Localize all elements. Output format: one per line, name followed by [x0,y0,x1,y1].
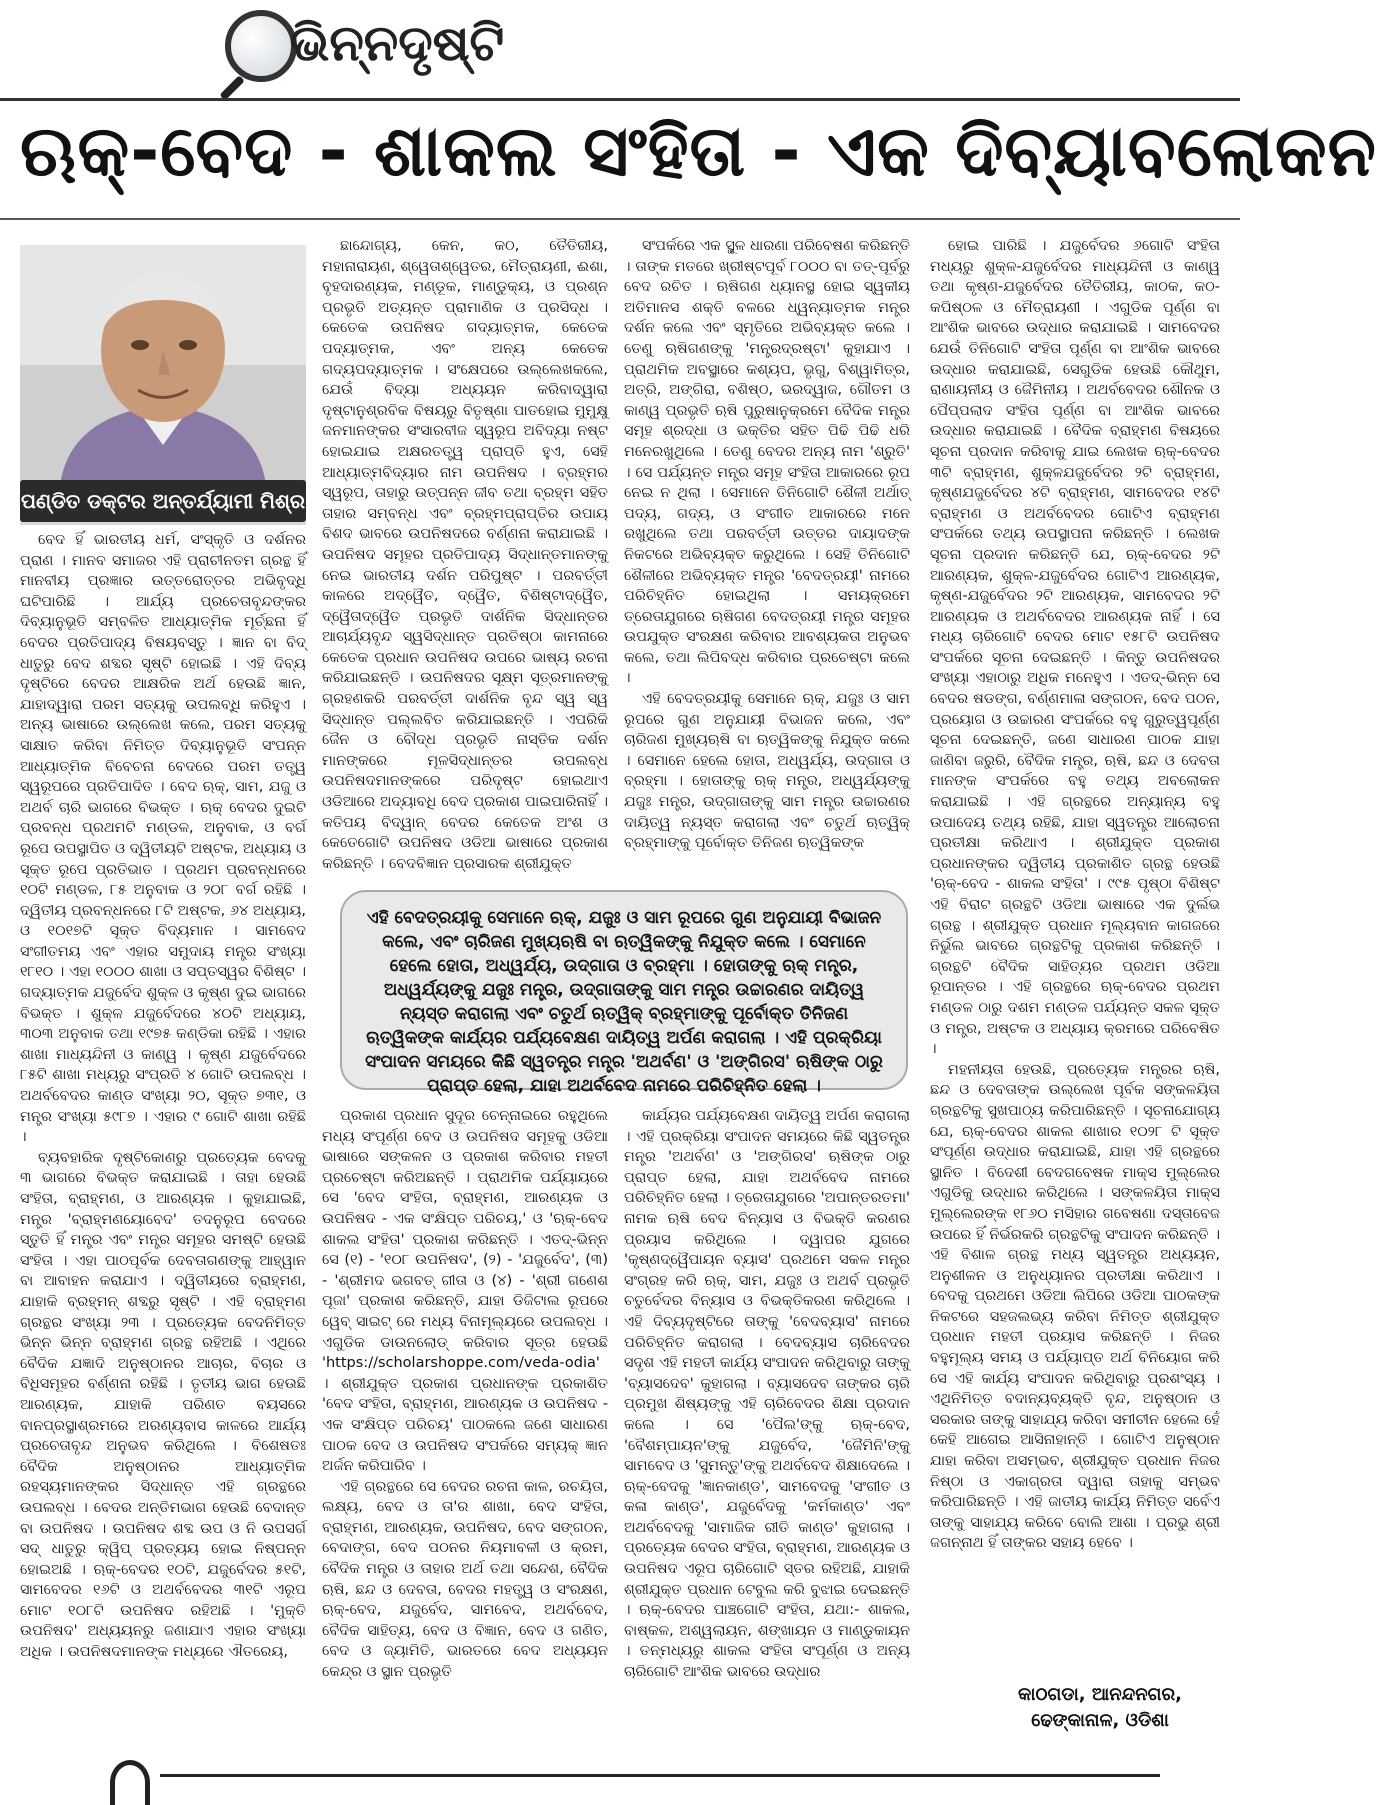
author-byline: ପଣ୍ଡିତ ଡକ୍ଟର ଅନ୍ତର୍ଯ୍ୟାମୀ ମିଶ୍ର [20,480,306,522]
article-column-3 [624,236,910,866]
author-address [960,1682,1240,1734]
paragraph: ଏହି ଗ୍ରନ୍ଥରେ ସେ ବେଦର ରଚନା କାଳ, ରଚୟିତା, ଲକ୍ଷ୍ୟ, ବେଦ ଓ ତା'ର ଶାଖା, ବେଦ ସଂହିତା, ବ୍ରାହ୍ମଣ, ଆରଣ୍ୟକ, ଉପନିଷଦ, ବେଦ ସଙ୍ଗଠନ, ବେଦାଙ୍ଗ, ବେଦ ପଠନର ନିୟମାବଳୀ ଓ କ୍ରମ, ବୈଦିକ ମନ୍ତ୍ର ଓ ତାହାର ଅର୍ଥ ତଥା ସନ୍ଦେଶ, ବୈଦିକ ଋଷି, ଛନ୍ଦ ଓ ଦେବତା, ବେଦର ମହତ୍ତ୍ୱ ଓ ସଂରକ୍ଷଣ, ଋକ୍-ବେଦ, ଯଜୁର୍ବେଦ, ସାମବେଦ, ଅଥର୍ବବେଦ, ବୈଦିକ ସାହିତ୍ୟ, ବେଦ ଓ ବିଜ୍ଞାନ, ବେଦ ଓ ଗଣିତ, ବେଦ ଓ ଜ୍ୟାମିତି, ଭାରତରେ ବେଦ ଅଧ୍ୟୟନ କେନ୍ଦ୍ର ଓ ସ୍ଥାନ ପ୍ରଭୃତି [322,1478,608,1681]
headline-rule [0,218,1240,220]
masthead [0,0,1240,100]
paragraph: ହୋଇ ପାରିଛି । ଯଜୁର୍ବେଦର ୬ଗୋଟି ସଂହିତା ମଧ୍ୟରୁ ଶୁକ୍ଳ-ଯଜୁର୍ବେଦର ମାଧ୍ୟନ୍ଦିନୀ ଓ କାଣ୍ୱ ତଥା କୃଷ୍ଣ-ଯଜୁର୍ବେଦର ତୈତିରୀୟ, କାଠକ, କଠ-କପିଷ୍ଠଳ ଓ ମୈତ୍ରାୟଣୀ । ଏଗୁଡିକ ପୂର୍ଣ୍ଣ ବା ଆଂଶିକ ଭାବରେ ଉଦ୍ଧାର କରାଯାଇଛି । ସାମବେଦର ଯେଉଁ ତିନିଗୋଟି ସଂହିତା ପୂର୍ଣ୍ଣ ବା ଆଂଶିକ ଭାବରେ ଉଦ୍ଧାର କରାଯାଇଛି, ସେଗୁଡିକ ହେଉଛି କୌଥୁମ, ରାଣାୟନୀୟ ଓ ଜୈମିନୀୟ । ଅଥର୍ବବେଦର ଶୌନକ ଓ ପୈପ୍ପଲାଦ ସଂହିତା ପୂର୍ଣ୍ଣ ବା ଆଂଶିକ ଭାବରେ ଉଦ୍ଧାର କରାଯାଇଛି । ବୈଦିକ ବ୍ରାହ୍ମଣ ବିଷୟରେ ସୂଚନା ପ୍ରଦାନ କରିବାକୁ ଯାଇ ଲେଖକ ଋକ୍-ବେଦର ୩ଟି ବ୍ରାହ୍ମଣ, ଶୁକ୍ଳଯଜୁର୍ବେଦର ୨ଟି ବ୍ରାହ୍ମଣ, କୃଷ୍ଣଯଜୁର୍ବେଦର ୪ଟି ବ୍ରାହ୍ମଣ, ସାମବେଦର ୧୪ଟି ବ୍ରାହ୍ମଣ ଓ ଅଥର୍ବବେଦର ଗୋଟିଏ ବ୍ରାହ୍ମଣ ସଂପର୍କରେ ତଥ୍ୟ ଉପସ୍ଥାପନା କରିଛନ୍ତି । ଲେଖକ ସୂଚନା ପ୍ରଦାନ କରିଛନ୍ତି ଯେ, ଋକ୍-ବେଦର ୨ଟି ଆରଣ୍ୟକ, ଶୁକ୍ଳ-ଯଜୁର୍ବେଦର ଗୋଟିଏ ଆରଣ୍ୟକ, କୃଷ୍ଣ-ଯଜୁର୍ବେଦର ୨ଟି ଆରଣ୍ୟକ, ସାମବେଦର ୨ଟି ଆରଣ୍ୟକ ଓ ଅଥର୍ବବେଦର ଆରଣ୍ୟକ ନାହିଁ । ସେ ମଧ୍ୟ ଚାରିଗୋଟି ବେଦର ମୋଟ ୧୫୮ଟି ଉପନିଷଦ ସଂପର୍କରେ ସୂଚନା ଦେଇଛନ୍ତି । କିନ୍ତୁ ଉପନିଷଦର ସଂଖ୍ୟା ଏହାଠାରୁ ଅଧିକ ମନେହୁଏ । ଏତଦ୍-ଭିନ୍ନ ସେ ବେଦର ଷଡଙ୍ଗ, ବର୍ଣ୍ଣମାଳା ସଙ୍ଗଠନ, ବେଦ ପଠନ, ପ୍ରୟୋଗ ଓ ଉଚ୍ଚାରଣ ସଂପର୍କରେ ବହୁ ଗୁରୁତ୍ୱପୂର୍ଣ୍ଣ ସୂଚନା ଦେଇଛନ୍ତି, ଜଣେ ସାଧାରଣ ପାଠକ ଯାହା ଜାଣିବା ଜରୁରି, ବୈଦିକ ମନ୍ତ୍ର, ଋଷି, ଛନ୍ଦ ଓ ଦେବତା ମାନଙ୍କ ସଂପର୍କରେ ବହୁ ତଥ୍ୟ ଅବଲୋକନ କରାଯାଇଛି । ଏହି ଗ୍ରନ୍ଥରେ ଅନ୍ୟାନ୍ୟ ବହୁ ଉପାଦେୟ ତଥ୍ୟ ରହିଛି, ଯାହା ସ୍ୱତନ୍ତ୍ର ଆଲୋଚନା ପ୍ରତୀକ୍ଷା କରିଥାଏ । ଶ୍ରୀଯୁକ୍ତ ପ୍ରକାଶ ପ୍ରଧାନଙ୍କର ଦ୍ୱିତୀୟ ପ୍ରକାଶିତ ଗ୍ରନ୍ଥ ହେଉଛି 'ଋକ୍-ବେଦ - ଶାକଲ ସଂହିତା' । ୯୯୫ ପୃଷ୍ଠା ବିଶିଷ୍ଟ ଏହି ବିରାଟ ଗ୍ରନ୍ଥଟି ଓଡିଆ ଭାଷାରେ ଏକ ଦୁର୍ଲଭ ଗ୍ରନ୍ଥ । ଶ୍ରୀଯୁକ୍ତ ପ୍ରଧାନ ମୂଲ୍ୟବାନ କାଗଜରେ ନିର୍ଭୁଲ ଭାବରେ ଗ୍ରନ୍ଥଟିକୁ ପ୍ରକାଶ କରିଛନ୍ତି । ଗ୍ରନ୍ଥଟି ବୈଦିକ ସାହିତ୍ୟର ପ୍ରଥମ ଓଡିଆ ରୂପାନ୍ତର । ଏହି ଗ୍ରନ୍ଥରେ ଋକ୍-ବେଦର ପ୍ରଥମ ମଣ୍ଡଳ ଠାରୁ ଦଶମ ମଣ୍ଡଳ ପର୍ଯ୍ୟନ୍ତ ସକଳ ସୂକ୍ତ ଓ ମନ୍ତ୍ର, ଅଷ୍ଟକ ଓ ଅଧ୍ୟାୟ କ୍ରମରେ ପରିବେଷିତ । [930,238,1220,1058]
article-column-2 [322,236,608,872]
masthead-rule [0,98,1240,101]
article-column-2-lower [322,1106,608,1778]
address-line-2: ଢେଙ୍କାନାଳ, ଓଡିଶା [1031,1710,1169,1731]
author-portrait-image [20,245,306,485]
magnifier-icon [225,10,297,82]
paragraph: ଛାନ୍ଦୋଗ୍ୟ, କେନ, କଠ, ତୈତିରୀୟ, ମହାନାରାୟଣ, ଶ୍ୱେତାଶ୍ୱେତର, ମୈତ୍ରାୟଣୀ, ଈଶା, ବୃହଦାରଣ୍ୟକ, ମଣ୍ଡୂକ, ମାଣ୍ଡୁକ୍ୟ, ଓ ପ୍ରଶ୍ନ ପ୍ରଭୃତି ଅତ୍ୟନ୍ତ ପ୍ରାମାଣିକ ଓ ପ୍ରସିଦ୍ଧ । କେତେକ ଉପନିଷଦ ଗଦ୍ୟାତ୍ମକ, କେତେକ ପଦ୍ୟାତ୍ମକ, ଏବଂ ଅନ୍ୟ କେତେକ ଗଦ୍ୟପଦ୍ୟାତ୍ମକ । ସଂକ୍ଷେପରେ ଉଲ୍ଲେଖକଲେ, ଯେଉଁ ବିଦ୍ୟା ଅଧ୍ୟୟନ କରିବାଦ୍ୱାରା ଦୃଷ୍ଟାନୁଶ୍ରବିକ ବିଷୟରୁ ବିତୃଷ୍ଣା ପାତହୋଇ ମୁମୁକ୍ଷୁ ଜନମାନଙ୍କର ସଂସାରବୀଜ ସ୍ୱରୂପ ଅବିଦ୍ୟା ନଷ୍ଟ ହୋଇଯାଇ ଅକ୍ଷରତତ୍ତ୍ୱ ପ୍ରାପ୍ତି ହୁଏ, ସେହି ଆଧ୍ୟାତ୍ମବିଦ୍ୟାର ନାମ ଉପନିଷଦ । ବ୍ରହ୍ମର ସ୍ୱରୂପ, ତାହାରୁ ଉତ୍ପନ୍ନ ଜୀବ ତଥା ବ୍ରହ୍ମ ସହିତ ତାହାର ସମ୍ବନ୍ଧ ଏବଂ ବ୍ରହ୍ମପ୍ରାପ୍ତିର ଉପାୟ ବିଶଦ ଭାବରେ ଉପନିଷଦରେ ବର୍ଣ୍ଣନା କରାଯାଇଛି । ଉପନିଷଦ ସମୂହର ପ୍ରତିପାଦ୍ୟ ସିଦ୍ଧାନ୍ତମାନଙ୍କୁ ନେଇ ଭାରତୀୟ ଦର୍ଶନ ପରିପୁଷ୍ଟ । ପରବର୍ତ୍ତୀ କାଳରେ ଅଦ୍ୱୈତ, ଦ୍ୱୈତ, ବିଶିଷ୍ଟାଦ୍ୱୈତ, ଦ୍ୱୈତାଦ୍ୱୈତ ପ୍ରଭୃତି ଦାର୍ଶନିକ ସିଦ୍ଧାନ୍ତର ଆଚାର୍ଯ୍ୟବୃନ୍ଦ ସ୍ୱସିଦ୍ଧାନ୍ତ ପ୍ରତିଷ୍ଠା କାମନାରେ କେତେକ ପ୍ରଧାନ ଉପନିଷଦ ଉପରେ ଭାଷ୍ୟ ରଚନା କରିଯାଇଛନ୍ତି । ଉପନିଷଦର ସୂକ୍ଷ୍ମ ସୂତ୍ରମାନଙ୍କୁ ଗ୍ରହଣକରି ପରବର୍ତ୍ତୀ ଦାର୍ଶନିକ ବୃନ୍ଦ ସ୍ୱ ସ୍ୱ ସିଦ୍ଧାନ୍ତ ପଲ୍ଲବିତ କରିଯାଇଛନ୍ତି । ଏପରିକି ଜୈନ ଓ ବୌଦ୍ଧ ପ୍ରଭୃତି ନାସ୍ତିକ ଦର୍ଶନ ମାନଙ୍କରେ ମୂଳସିଦ୍ଧାନ୍ତର ଉପଲବ୍ଧ ଉପନିଷଦମାନଙ୍କରେ ପରିଦୃଷ୍ଟ ହୋଇଥାଏ ଓଡିଆରେ ଅଦ୍ୟାବଧି ବେଦ ପ୍ରକାଶ ପାଇପାରିନାହିଁ । କତିପୟ ବିଦ୍ୱାନ୍ ବେଦର କେତେକ ଅଂଶ ଓ କେତେଗୋଟି ଉପନିଷଦ ଓଡିଆ ଭାଷାରେ ପ୍ରକାଶ କରିଛନ୍ତି । ବେଦବିଜ୍ଞାନ ପ୍ରସାରକ ଶ୍ରୀଯୁକ୍ତ [322,238,608,872]
address-line-1: କାଠଗଡା, ଆନନ୍ଦନଗର, [1018,1684,1182,1705]
footer-ornament [110,1760,150,1805]
headline: ଋକ୍-ବେଦ - ଶାକଲ ସଂହିତା - ଏକ ଦିବ୍ୟାବଲୋକନ [20,110,1377,192]
paragraph: ସଂପର୍କରେ ଏକ ସ୍ଥୂଳ ଧାରଣା ପରିବେଷଣ କରିଛନ୍ତି । ତାଙ୍କ ମତରେ ଖ୍ରୀଷ୍ଟପୂର୍ବ ୮୦୦୦ ବା ତତ୍-ପୂର୍ବରୁ ବେଦ ରଚିତ । ଋଷିଗଣ ଧ୍ୟାନସ୍ଥ ହୋଇ ସ୍ୱକୀୟ ଅତିମାନସ ଶକ୍ତି ବଳରେ ଧ୍ୱନ୍ୟାତ୍ମକ ମନ୍ତ୍ର ଦର୍ଶନ କଲେ ଏବଂ ସ୍ମୃତିରେ ଅଭିବ୍ୟକ୍ତ କଲେ । ତେଣୁ ଋଷିଗଣଙ୍କୁ 'ମନ୍ତ୍ରଦ୍ରଷ୍ଟା' କୁହାଯାଏ । ପ୍ରାଥମିକ ଅବସ୍ଥାରେ କଶ୍ୟପ, ଭୃଗୁ, ବିଶ୍ୱାମିତ୍ର, ଅତ୍ରି, ଅଙ୍ଗିରା, ବଶିଷ୍ଠ, ଭରଦ୍ୱାଜ, ଗୌତମ ଓ କାଣ୍ୱ ପ୍ରଭୃତି ଋଷି ପୁରୁଷାନୁକ୍ରମେ ବୈଦିକ ମନ୍ତ୍ର ସମୂହ ଶ୍ରଦ୍ଧା ଓ ଭକ୍ତିର ସହିତ ପିଢି ପିଢି ଧରି ମନେରଖୁଥିଲେ । ତେଣୁ ବେଦର ଅନ୍ୟ ନାମ 'ଶ୍ରୁତି' । ସେ ପର୍ଯ୍ୟନ୍ତ ମନ୍ତ୍ର ସମୂହ ସଂହିତା ଆକାରରେ ରୂପ ନେଇ ନ ଥିଲା । ସେମାନେ ତିନିଗୋଟି ଶୈଳୀ ଅର୍ଥାତ୍ ପଦ୍ୟ, ଗଦ୍ୟ, ଓ ସଂଗୀତ ଆକାରରେ ମନେ ରଖୁଥିଲେ ତଥା ପରବର୍ତ୍ତୀ ଉତ୍ତର ଦାୟାଦଙ୍କ ନିକଟରେ ଅଭିବ୍ୟକ୍ତ କରୁଥିଲେ । ସେହି ତିନିଗୋଟି ଶୈଳୀରେ ଅଭିବ୍ୟକ୍ତ ମନ୍ତ୍ର 'ବେଦତ୍ରୟୀ' ନାମରେ ପରିଚିହ୍ନିତ ହୋଇଥିଲା । ସମୟକ୍ରମେ ତ୍ରେତାଯୁଗରେ ଋଷିଗଣ ବେଦତ୍ରୟୀ ମନ୍ତ୍ର ସମୂହର ଉପଯୁକ୍ତ ସଂରକ୍ଷଣ କରିବାର ଆବଶ୍ୟକତା ଅନୁଭବ କଲେ, ତଥା ଲିପିବଦ୍ଧ କରିବାର ପ୍ରଚେଷ୍ଟା କଲେ । [624,238,910,687]
section-title: ଭିନ୍ନଦୃଷ୍ଟି [290,14,505,72]
pull-quote: ଏହି ବେଦତ୍ରୟୀକୁ ସେମାନେ ଋକ୍, ଯଜୁଃ ଓ ସାମ ରୂପରେ ଗୁଣ ଅନୁଯାୟୀ ବିଭାଜନ କଲେ, ଏବଂ ଚାରିଜଣ ମୁଖ୍ୟଋଷି ବା ଋତ୍ୱିକଙ୍କୁ ନିଯୁକ୍ତ କଲେ । ସେମାନେ ହେଲେ ହୋତା, ଅଧ୍ୱର୍ଯ୍ୟ, ଉଦ୍ଗାତା ଓ ବ୍ରହ୍ମା । ହୋତାଙ୍କୁ ଋକ୍ ମନ୍ତ୍ର, ଅଧ୍ୱର୍ଯ୍ୟଙ୍କୁ ଯଜୁଃ ମନ୍ତ୍ର, ଉଦ୍ଗାତାଙ୍କୁ ସାମ ମନ୍ତ୍ର ଉଚ୍ଚାରଣର ଦାୟିତ୍ୱ ନ୍ୟସ୍ତ କରାଗଲା ଏବଂ ଚତୁର୍ଥ ଋତ୍ୱିକ୍ ବ୍ରହ୍ମାଙ୍କୁ ପୂର୍ବୋକ୍ତ ତିନିଜଣ ଋତ୍ୱିକଙ୍କ କାର୍ଯ୍ୟର ପର୍ଯ୍ୟବେକ୍ଷଣ ଦାୟିତ୍ୱ ଅର୍ପଣ କରାଗଲା । ଏହି ପ୍ରକ୍ରିୟା ସଂପାଦନ ସମୟରେ କିଛି ସ୍ୱତନ୍ତ୍ର ମନ୍ତ୍ର 'ଅଥର୍ବଣ' ଓ 'ଅଙ୍ଗିରସ' ଋଷିଙ୍କ ଠାରୁ ପ୍ରାପ୍ତ ହେଲା, ଯାହା ଅଥର୍ବବେଦ ନାମରେ ପରିଚିହ୍ନିତ ହେଲା । [340,890,908,1090]
article-column-1 [20,530,306,1778]
article-column-3-lower [624,1106,910,1778]
paragraph: ବ୍ୟବହାରିକ ଦୃଷ୍ଟିକୋଣରୁ ପ୍ରତ୍ୟେକ ବେଦକୁ ୩ ଭାଗରେ ବିଭକ୍ତ କରାଯାଇଛି । ତାହା ହେଉଛି ସଂହିତା, ବ୍ରାହ୍ମଣ, ଓ ଆରଣ୍ୟକ । କୁହାଯାଇଛି, ମନ୍ତ୍ର 'ବ୍ରାହ୍ମଣୟୋବେଦ' ତଦନୁରୂପ ବେଦରେ ସ୍ତୁତି ହିଁ ମନ୍ତ୍ର ଏବଂ ମନ୍ତ୍ର ସମୂହର ସମଷ୍ଟି ହେଉଛି ସଂହିତା । ଏହା ପାଠପୂର୍ବକ ଦେବତାଗଣଙ୍କୁ ଆହ୍ୱାନ ବା ଆବାହନ କରାଯାଏ । ଦ୍ୱିତୀୟରେ ବ୍ରାହ୍ମଣ, ଯାହାକି ବ୍ରହ୍ମନ୍ ଶବ୍ଦରୁ ସୃଷ୍ଟି । ଏହି ବ୍ରାହ୍ମଣ ଗ୍ରନ୍ଥର ସଂଖ୍ୟା ୨୩ । ପ୍ରତ୍ୟେକ ବେଦନିମିତ୍ତ ଭିନ୍ନ ଭିନ୍ନ ବ୍ରାହ୍ମଣ ଗ୍ରନ୍ଥ ରହିଅଛି । ଏଥିରେ ବୈଦିକ ଯଜ୍ଞାଦି ଅନୁଷ୍ଠାନର ଆଚାର, ବିଚାର ଓ ବିଧିସମୂହର ବର୍ଣ୍ଣନା ରହିଛି । ତୃତୀୟ ଭାଗ ହେଉଛି ଆରଣ୍ୟକ, ଯାହାକି ପରିଣତ ବୟସରେ ବାନପ୍ରସ୍ଥାଶ୍ରମରେ ଅରଣ୍ୟବାସ କାଳରେ ଆର୍ଯ୍ୟ ପ୍ରଚେତାବୃନ୍ଦ ଅନୁଭବ କରିଥିଲେ । ବିଶେଷତଃ ବୈଦିକ ଅନୁଷ୍ଠାନର ଆଧ୍ୟାତ୍ମିକ ରହସ୍ୟମାନଙ୍କର ସିଦ୍ଧାନ୍ତ ଏହି ଗ୍ରନ୍ଥରେ ଉପଲବ୍ଧ । ବେଦର ଅନ୍ତିମଭାଗ ହେଉଛି ବେଦାନ୍ତ ବା ଉପନିଷଦ । ଉପନିଷଦ ଶବ୍ଦ ଉପ ଓ ନି ଉପସର୍ଗ ସଦ୍ ଧାତୁରୁ କ୍ୱିପ୍ ପ୍ରତ୍ୟୟ ହୋଇ ନିଷ୍ପନ୍ନ ହୋଇଅଛି । ଋକ୍-ବେଦର ୧୦ଟି, ଯଜୁର୍ବେଦର ୫୧ଟି, ସାମବେଦର ୧୬ଟି ଓ ଅଥର୍ବବେଦର ୩୧ଟି ଏରୂପ ମୋଟ ୧୦୮ଟି ଉପନିଷଦ ରହିଅଛି । 'ମୁକ୍ତି ଉପନିଷଦ' ଅଧ୍ୟୟନରୁ ଜଣାଯାଏ ଏହାର ସଂଖ୍ୟା ଅଧିକ । ଉପନିଷଦମାନଙ୍କ ମଧ୍ୟରେ ଐତରେୟ, [20,1149,306,1661]
magnifier-handle-icon [219,75,244,100]
paragraph: ବେଦ ହିଁ ଭାରତୀୟ ଧର୍ମ, ସଂସ୍କୃତି ଓ ଦର୍ଶନର ପ୍ରାଣ । ମାନବ ସମାଜର ଏହି ପ୍ରାଚୀନତମ ଗ୍ରନ୍ଥ ହିଁ ମାନବୀୟ ପ୍ରଜ୍ଞାର ଉତ୍ତରୋତ୍ତର ଅଭିବୃଦ୍ଧି ଘଟିପାରିଛି । ଆର୍ଯ୍ୟ ପ୍ରଚେତାବୃନ୍ଦଙ୍କର ଦିବ୍ୟାନୁଭୂତି ସମ୍ବଳିତ ଆଧ୍ୟାତ୍ମିକ ମୂର୍ଚ୍ଛନା ହିଁ ବେଦର ପ୍ରତିପାଦ୍ୟ ବିଷୟବସ୍ତୁ । ଜ୍ଞାନ ବା ବିଦ୍ ଧାତୁରୁ ବେଦ ଶବ୍ଦର ସୃଷ୍ଟି ହୋଇଛି । ଏହି ଦିବ୍ୟ ଦୃଷ୍ଟିରେ ବେଦର ଆକ୍ଷରିକ ଅର୍ଥ ହେଉଛି ଜ୍ଞାନ, ଯାହାଦ୍ୱାରା ପରମ ସତ୍ୟକୁ ଉପଲବ୍ଧି କରିହୁଏ । ଅନ୍ୟ ଭାଷାରେ ଉଲ୍ଲେଖ କଲେ, ପରମ ସତ୍ୟକୁ ସାକ୍ଷାତ କରିବା ନିମିତ୍ତ ଦିବ୍ୟାନୁଭୂତି ସଂପନ୍ନ ଆଧ୍ୟାତ୍ମିକ ବିବେଚନା ବେଦରେ ପରମ ତତ୍ତ୍ୱ ସ୍ୱରୂପରେ ପ୍ରତିପାଦିତ । ବେଦ ଋକ୍, ସାମ, ଯଜୁ ଓ ଅଥର୍ବ ଚାରି ଭାଗରେ ବିଭକ୍ତ । ଋକ୍ ବେଦର ଦୁଇଟି ପ୍ରବନ୍ଧ ପ୍ରଥମଟି ମଣ୍ଡଳ, ଅନୁବାକ, ଓ ବର୍ଗ ରୂପେ ଉପସ୍ଥାପିତ ଓ ଦ୍ୱିତୀୟଟି ଅଷ୍ଟକ, ଅଧ୍ୟାୟ ଓ ସୂକ୍ତ ରୂପେ ପ୍ରତିଭାତ । ପ୍ରଥମ ପ୍ରବନ୍ଧନରେ ୧୦ଟି ମଣ୍ଡଳ, ୮୫ ଅନୁବାକ ଓ ୨୦୮ ବର୍ଗ ରହିଛି । ଦ୍ୱିତୀୟ ପ୍ରବନ୍ଧନରେ ୮ଟି ଅଷ୍ଟକ, ୬୪ ଅଧ୍ୟାୟ, ଓ ୧୦୧୭ଟି ସୂକ୍ତ ବିଦ୍ୟମାନ । ସାମବେଦ ସଂଗୀତମୟ ଏବଂ ଏହାର ସମୁଦାୟ ମନ୍ତ୍ର ସଂଖ୍ୟା ୧୮୧୦ । ଏହା ୧୦୦୦ ଶାଖା ଓ ସପ୍ତସ୍ୱର ବିଶିଷ୍ଟ । ଗଦ୍ୟାତ୍ମକ ଯଜୁର୍ବେଦ ଶୁକ୍ଳ ଓ କୃଷ୍ଣ ଦୁଇ ଭାଗରେ ବିଭକ୍ତ । ଶୁକ୍ଳ ଯଜୁର୍ବେଦରେ ୪୦ଟି ଅଧ୍ୟାୟ, ୩୦୩ ଅନୁବାକ ତଥା ୧୯୭୫ କଣ୍ଡିକା ରହିଛି । ଏହାର ଶାଖା ମାଧ୍ୟନ୍ଦିନୀ ଓ କାଣ୍ୱ । କୃଷ୍ଣ ଯଜୁର୍ବେଦରେ ୮୫ଟି ଶାଖା ମଧ୍ୟରୁ ସଂପ୍ରତି ୪ ଗୋଟି ଉପଲବ୍ଧ । ଅଥର୍ବବେଦର କାଣ୍ଡ ସଂଖ୍ୟା ୨୦, ସୂକ୍ତ ୭୩୧, ଓ ମନ୍ତ୍ର ସଂଖ୍ୟା ୫୯୮୭ । ଏହାର ୯ ଗୋଟି ଶାଖା ରହିଛି । [20,532,306,1146]
paragraph: ମହନୀୟତା ହେଉଛି, ପ୍ରତ୍ୟେକ ମନ୍ତ୍ରର ଋଷି, ଛନ୍ଦ ଓ ଦେବତାଙ୍କ ଉଲ୍ଲେଖ ପୂର୍ବକ ସଙ୍କଳୟିତା ଗ୍ରନ୍ଥଟିକୁ ସୁଖପାଠ୍ୟ କରିପାରିଛନ୍ତି । ସୂଚନାଯୋଗ୍ୟ ଯେ, ଋକ୍-ବେଦର ଶାକଲ ଶାଖାର ୧୦୨୮ ଟି ସୂକ୍ତ ସଂପୂର୍ଣ୍ଣ ଉଦ୍ଧାର କରାଯାଇଛି, ଯାହା ଏହି ଗ୍ରନ୍ଥରେ ସ୍ଥାନିତ । ବିଦେଶୀ ବେଦଗବେଷକ ମାକ୍ସ ମୁଲ୍ଲେର ଏଗୁଡିକୁ ଉଦ୍ଧାର କରିଥିଲେ । ସଙ୍କଳୟିତା ମାକ୍ସ ମୁଲ୍ଲେରଙ୍କ ୧୮୬୦ ମସିହାର ଗବେଷଣା ଦସ୍ତାବେଜ ଉପରେ ହିଁ ନିର୍ଭରକରି ଗ୍ରନ୍ଥଟିକୁ ସଂପାଦନ କରିଛନ୍ତି । ଏହି ବିଶାଳ ଗ୍ରନ୍ଥ ମଧ୍ୟ ସ୍ୱତନ୍ତ୍ର ଅଧ୍ୟୟନ, ଅନୁଶୀଳନ ଓ ଅନୁଧ୍ୟାନର ପ୍ରତୀକ୍ଷା କରିଥାଏ । ବେଦକୁ ପ୍ରଥମେ ଓଡିଆ ଲିପିରେ ଓଡିଆ ପାଠକଙ୍କ ନିକଟରେ ସହଜଲଭ୍ୟ କରିବା ନିମିତ୍ତ ଶ୍ରୀଯୁକ୍ତ ପ୍ରଧାନ ମହତୀ ପ୍ରୟାସ କରିଛନ୍ତି । ନିଜର ବହୁମୂଲ୍ୟ ସମୟ ଓ ପର୍ଯ୍ୟାପ୍ତ ଅର୍ଥ ବିନିୟୋଗ କରି ସେ ଏହି କାର୍ଯ୍ୟ ସଂପାଦନ କରିଥିବାରୁ ପ୍ରଶଂସ୍ୟ । ଏଥିନିମିତ୍ତ ବଦାନ୍ୟବ୍ୟକ୍ତି ବୃନ୍ଦ, ଅନୁଷ୍ଠାନ ଓ ସରକାର ତାଙ୍କୁ ସାହାଯ୍ୟ କରିବା ସମୀଚୀନ ହେଲେ ହେଁ କେହି ଆଗେଇ ଆସିନାହାନ୍ତି । ଗୋଟିଏ ଅନୁଷ୍ଠାନ ଯାହା କରିବା ଅସମ୍ଭବ, ଶ୍ରୀଯୁକ୍ତ ପ୍ରଧାନ ନିଜର ନିଷ୍ଠା ଓ ଏକାଗ୍ରତା ଦ୍ୱାରା ତାହାକୁ ସମ୍ଭବ କରିପାରିଛନ୍ତି । ଏହି ଜାତୀୟ କାର୍ଯ୍ୟ ନିମିତ୍ତ ସର୍ବେଏ ତାଙ୍କୁ ସାହାଯ୍ୟ କରିବେ ବୋଲି ଆଶା । ପ୍ରଭୁ ଶ୍ରୀ ଜଗନ୍ନାଥ ହିଁ ତାଙ୍କର ସହାୟ ହେବେ । [930,1061,1220,1552]
paragraph: କାର୍ଯ୍ୟର ପର୍ଯ୍ୟବେକ୍ଷଣ ଦାୟିତ୍ୱ ଅର୍ପଣ କରାଗଲା । ଏହି ପ୍ରକ୍ରିୟା ସଂପାଦନ ସମୟରେ କିଛି ସ୍ୱତନ୍ତ୍ର ମନ୍ତ୍ର 'ଅଥର୍ବଣ' ଓ 'ଅଙ୍ଗିରସ' ଋଷିଙ୍କ ଠାରୁ ପ୍ରାପ୍ତ ହେଲା, ଯାହା ଅଥର୍ବବେଦ ନାମରେ ପରିଚିହ୍ନିତ ହେଲା । ତ୍ରେତାଯୁଗରେ 'ଅପାନ୍ତରତମା' ନାମକ ଋଷି ବେଦ ବିନ୍ୟାସ ଓ ବିଭକ୍ତି କରଣର ପ୍ରୟାସ କରିଥିଲେ । ଦ୍ୱାପର ଯୁଗରେ 'କୃଷ୍ଣଦ୍ୱୈପାୟନ ବ୍ୟାସ' ପ୍ରଥମେ ସକଳ ମନ୍ତ୍ର ସଂଗ୍ରହ କରି ଋକ୍, ସାମ, ଯଜୁଃ ଓ ଅଥର୍ବ ପ୍ରଭୃତି ଚତୁର୍ବେଦର ବିନ୍ୟାସ ଓ ବିଭକ୍ତିକରଣ କରିଥିଲେ । ଏହି ଦିବ୍ୟଦୃଷ୍ଟିରେ ତାଙ୍କୁ 'ବେଦବ୍ୟାସ' ନାମରେ ପରିଚିହ୍ନିତ କରାଗଲା । ବେଦବ୍ୟାସ ଚାରିବେଦର ସଦୃଶ ଏହି ମହତୀ କାର୍ଯ୍ୟ ସଂପାଦନ କରିଥିବାରୁ ତାଙ୍କୁ 'ବ୍ୟାସଦେବ' କୁହାଗଲା । ବ୍ୟାସଦେବ ତାଙ୍କର ଚାରି ପ୍ରମୁଖ ଶିଷ୍ୟଙ୍କୁ ଏହି ଚାରିବେଦର ଶିକ୍ଷା ପ୍ରଦାନ କଲେ । ସେ 'ପୈଲ'ଙ୍କୁ ଋକ୍-ବେଦ, 'ବୈଶମ୍ପାୟନ'ଙ୍କୁ ଯଜୁର୍ବେଦ, 'ଜୈମିନି'ଙ୍କୁ ସାମବେଦ ଓ 'ସୁମନ୍ତୁ'ଙ୍କୁ ଅଥର୍ବବେଦ ଶିକ୍ଷାଦେଲେ । ଋକ୍-ବେଦକୁ 'ଜ୍ଞାନକାଣ୍ଡ', ସାମବେଦକୁ 'ସଂଗୀତ ଓ କଳା କାଣ୍ଡ', ଯଜୁର୍ବେଦକୁ 'କର୍ମକାଣ୍ଡ' ଏବଂ ଅଥର୍ବବେଦକୁ 'ସାମାଜିକ ରୀତି କାଣ୍ଡ' କୁହାଗଲା । ପ୍ରତ୍ୟେକ ବେଦର ସଂହିତା, ବ୍ରାହ୍ମଣ, ଆରଣ୍ୟକ ଓ ଉପନିଷଦ ଏରୂପ ଚାରିଗୋଟି ସ୍ତର ରହିଅଛି, ଯାହାକି ଶ୍ରୀଯୁକ୍ତ ପ୍ରଧାନ ଟେବୁଲ କରି ବୁଝାଇ ଦେଇଛନ୍ତି । ଋକ୍-ବେଦର ପାଞ୍ଚଗୋଟି ସଂହିତା, ଯଥା:- ଶାକଲ, ବାଷ୍କଳ, ଅଶ୍ୱଲାୟନ, ଶଙ୍ଖାୟନ ଓ ମାଣ୍ଡୁକାୟନ । ତନ୍ମଧ୍ୟରୁ ଶାକଲ ସଂହିତା ସଂପୂର୍ଣ୍ଣ ଓ ଅନ୍ୟ ଚାରିଗୋଟି ଆଂଶିକ ଭାବରେ ଉଦ୍ଧାର [624,1108,910,1681]
footer-rule [160,1774,1160,1777]
paragraph: ପ୍ରକାଶ ପ୍ରଧାନ ସୁଦୂର ଚେନ୍ନାଇରେ ରହୁଥିଲେ ମଧ୍ୟ ସଂପୂର୍ଣ୍ଣ ବେଦ ଓ ଉପନିଷଦ ସମୂହକୁ ଓଡିଆ ଭାଷାରେ ସଙ୍କଳନ ଓ ପ୍ରକାଶ କରିବାର ମହତୀ ପ୍ରଚେଷ୍ଟା କରିଅଛନ୍ତି । ପ୍ରାଥମିକ ପର୍ଯ୍ୟାୟରେ ସେ 'ବେଦ ସଂହିତା, ବ୍ରାହ୍ମଣ, ଆରଣ୍ୟକ ଓ ଉପନିଷଦ - ଏକ ସଂକ୍ଷିପ୍ତ ପରିଚୟ,' ଓ 'ଋକ୍-ବେଦ ଶାକଲ ସଂହିତା' ପ୍ରକାଶ କରିଛନ୍ତି । ଏତଦ୍-ଭିନ୍ନ ସେ (୧) - '୧୦୮ ଉପନିଷଦ', (୨) - 'ଯଜୁର୍ବେଦ', (୩) - 'ଶ୍ରୀମଦ ଭଗବତ୍ ଗୀତା ଓ (୪) - 'ଶ୍ରୀ ଗଣେଶ ପୂଜା' ପ୍ରକାଶ କରିଛନ୍ତି, ଯାହା ଡିଜିଟାଲ ରୂପରେ ୱେବ୍ ସାଇଟ୍ ରେ ମଧ୍ୟ ବିନାମୂଲ୍ୟରେ ଉପଲବ୍ଧ । ଏଗୁଡିକ ଡାଉନଲୋଡ୍ କରିବାର ସୂତ୍ର ହେଉଛି 'https://scholarshoppe.com/veda-odia' । ଶ୍ରୀଯୁକ୍ତ ପ୍ରକାଶ ପ୍ରଧାନଙ୍କ ପ୍ରକାଶିତ 'ବେଦ ସଂହିତା, ବ୍ରାହ୍ମଣ, ଆରଣ୍ୟକ ଓ ଉପନିଷଦ - ଏକ ସଂକ୍ଷିପ୍ତ ପରିଚୟ' ପାଠକଲେ ଜଣେ ସାଧାରଣ ପାଠକ ବେଦ ଓ ଉପନିଷଦ ସଂପର୍କରେ ସମ୍ୟକ୍ ଜ୍ଞାନ ଅର୍ଜନ କରିପାରିବ । [322,1108,608,1475]
paragraph: ଏହି ବେଦତ୍ରୟୀକୁ ସେମାନେ ଋକ୍, ଯଜୁଃ ଓ ସାମ ରୂପରେ ଗୁଣ ଅନୁଯାୟୀ ବିଭାଜନ କଲେ, ଏବଂ ଚାରିଜଣ ମୁଖ୍ୟଋଷି ବା ଋତ୍ୱିକଙ୍କୁ ନିଯୁକ୍ତ କଲେ । ସେମାନେ ହେଲେ ହୋତା, ଅଧ୍ୱର୍ଯ୍ୟ, ଉଦ୍ଗାତା ଓ ବ୍ରହ୍ମା । ହୋତାଙ୍କୁ ଋକ୍ ମନ୍ତ୍ର, ଅଧ୍ୱର୍ଯ୍ୟଙ୍କୁ ଯଜୁଃ ମନ୍ତ୍ର, ଉଦ୍ଗାତାଙ୍କୁ ସାମ ମନ୍ତ୍ର ଉଚ୍ଚାରଣର ଦାୟିତ୍ୱ ନ୍ୟସ୍ତ କରାଗଲା ଏବଂ ଚତୁର୍ଥ ଋତ୍ୱିକ୍ ବ୍ରହ୍ମାଙ୍କୁ ପୂର୍ବୋକ୍ତ ତିନିଜଣ ଋତ୍ୱିକଙ୍କ [624,691,910,852]
article-column-4 [930,236,1220,1676]
